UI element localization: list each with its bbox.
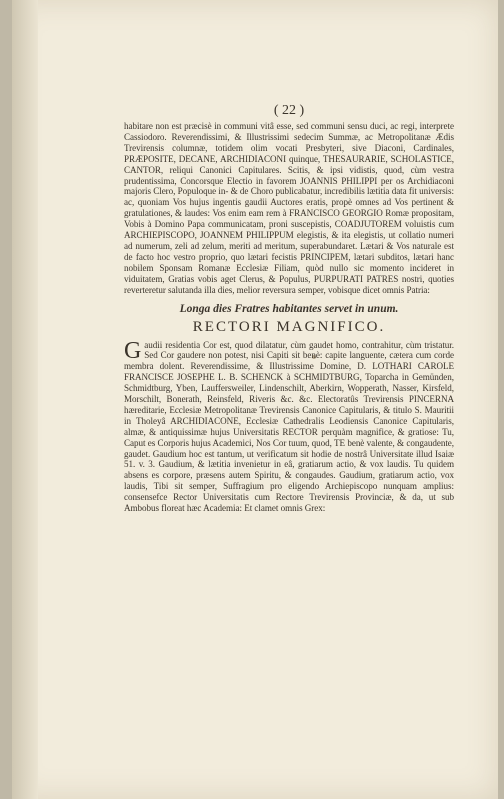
page-text-block <box>124 103 454 514</box>
paragraph-rector-text: audii residentia Cor est, quod dilatatur, cùm gaudet homo, contrahitur, cùm tristatur. Sed Cor gaudere non potest, nisi Capiti sit benè: capite languente, cætera cum corde membra dolent. Reverendissime, & Illustrissime Domine, D. LOTHARI CAROLE FRANCISCE JOSEPHE L. B. SCHENCK à SCHMIDTBURG, Toparcha in Gemünden, Schmidtburg, Yben, Lauffersweiler, Lindenschilt, Aberkirn, Wopperath, Nasser, Kirsfeld, Morschilt, Bonerath, Reinsfeld, Riveris &c. &c. Electoratûs Trevirensis PINCERNA hæreditarie, Ecclesiæ Metropolitanæ Trevirensis Canonice Capitularis, & titulo S. Mauritii in Tholeyâ ARCHIDIACONE, Ecclesiæ Cathedralis Leodiensis Canonice Capitularis, almæ, & antiquissimæ hujus Universitatis RECTOR perquàm magnifice, & gratiose: Tu, Caput es Corporis hujus Academici, Nos Cor tuum, quod, TE benè valente, & congaudente, gaudet. Gaudium hoc est tantum, ut verificatum sit hodie de nostrâ Universitate illud Isaiæ 51. v. 3. Gaudium, & lætitia invenietur in eâ, gratiarum actio, & vox laudis. Tu quidem absens es corpore, præsens autem Spiritu, & congaudes. Gaudium, gratiarum actio, vox laudis, Tibi sit semper, Suffragium pro eligendo Archiepiscopo nunquam amplius: consensefce Rector Universitatis cum Rectore Trevirensis Provinciæ, & da, ut sub Ambobus floreat hæc Academia: Et clamet omnis Grex: <box>124 339 454 514</box>
motto-line: Longa dies Fratres habitantes servet in unum. <box>179 302 399 315</box>
page-gutter-shadow <box>12 0 38 799</box>
paragraph-chapter-address: habitare non est præcisè in communi vitâ esse, sed communi sensu duci, ac regi, interprete Cassiodoro. Reverendissimi, & Illustrissimi sedecim Summæ, ac Metropolitanæ Ædis Trevirensis columnæ, totidem olim vocati Presbyteri, sive Diaconi, Cardinales, PRÆPOSITE, DECANE, ARCHIDIACONI quinque, THESAURARIE, SCHOLASTICE, CANTOR, reliqui Canonici Capitulares. Scitis, & ipsi vidistis, quod, cùm vestra prudentissima, Concorsque Electio in favorem JOANNIS PHILIPPI per os Archidiaconi majoris Clero, Populoque in- & de Choro publicabatur, incredibilis lætitia data fit universis: ac, quoniam Vos hujus ingentis gaudii Auctores eratis, propè omnes ad Vos pertinent & gratulationes, & laudes: Vos enim eam rem à FRANCISCO GEORGIO Romæ propositam, Vobis à Domino Papa communicatam, proni suscepistis, COADJUTOREM voluistis cum ARCHIEPISCOPO, JOANNEM PHILIPPUM elegistis, & ita elegistis, ut collatio numeri ad numerum, zeli ad zelum, meriti ad meritum, superabundaret. Lætari & Vos naturale est de facto hoc vestro proprio, quo lætari fecistis PRINCIPEM, lætari subditos, lætari hanc nobilem Sponsam Romanæ Ecclesiæ Filiam, quòd nullo sic momento incideret in viduitatem, Gratias vobis aget Clerus, & Populus, PURPURATI PATRES nostri, quoties reverteretur salutanda illa dies, melior reversura semper, vobisque dicet omnis Patria: <box>124 121 454 295</box>
drop-cap: G <box>124 337 142 364</box>
paragraph-rector-address <box>124 337 454 515</box>
section-heading: RECTORI MAGNIFICO. <box>192 318 386 335</box>
page-number: ( 22 ) <box>273 103 305 118</box>
